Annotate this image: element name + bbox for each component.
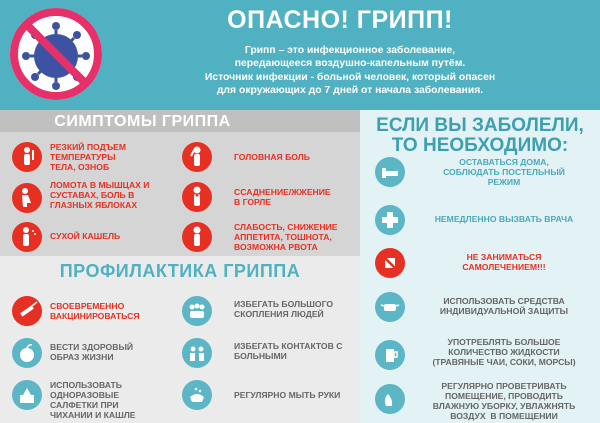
intro-line: Грипп – это инфекционное заболевание, — [244, 45, 456, 56]
symptom-weakness-text: СЛАБОСТЬ, СНИЖЕНИЕ АППЕТИТА, ТОШНОТА, ВОЗМОЖНА РВОТА — [234, 222, 338, 252]
weakness-icon — [182, 222, 212, 252]
if-sick-protection-text: ИСПОЛЬЗОВАТЬ СРЕДСТВА ИНДИВИДУАЛЬНОЙ ЗАЩИТЫ — [439, 296, 569, 316]
hand-wash-icon — [182, 380, 212, 410]
prevention-vaccinate-text: СВОЕВРЕМЕННО ВАКЦИНИРОВАТЬСЯ — [50, 301, 140, 321]
symptom-body-ache-text: ЛОМОТА В МЫШЦАХ И СУСТАВАХ, БОЛЬ В ГЛАЗНЫХ ЯБЛОКАХ — [50, 180, 150, 210]
if-sick-title — [360, 116, 600, 156]
syringe-icon — [12, 296, 42, 326]
prevention-healthy-text: ВЕСТИ ЗДОРОВЫЙ ОБРАЗ ЖИЗНИ — [50, 342, 134, 362]
headache-icon — [182, 142, 212, 172]
intro-line: Источник инфекции - больной человек, который опасен — [204, 71, 496, 83]
page-title: ОПАСНО! ГРИПП! — [227, 6, 453, 34]
fever-icon — [12, 142, 42, 172]
ventilate-icon — [375, 384, 405, 414]
prevention-handwash-text: РЕГУЛЯРНО МЫТЬ РУКИ — [234, 390, 341, 400]
symptom-headache-text: ГОЛОВНАЯ БОЛЬ — [234, 152, 310, 162]
tissues-icon — [12, 380, 42, 410]
drink-icon — [375, 340, 405, 370]
prevention-contact-text: ИЗБЕГАТЬ КОНТАКТОВ С БОЛЬНЫМИ — [234, 341, 343, 361]
if-sick-call-doctor-text: НЕМЕДЛЕННО ВЫЗВАТЬ ВРАЧА — [434, 214, 574, 224]
medical-cross-icon — [375, 205, 405, 235]
if-sick-stay-home-text: ОСТАВАТЬСЯ ДОМА, СОБЛЮДАТЬ ПОСТЕЛЬНЫЙ РЕЖИМ — [443, 157, 565, 187]
if-sick-no-self-medication-text: НЕ ЗАНИМАТЬСЯ САМОЛЕЧЕНИЕМ!!! — [462, 252, 546, 272]
symptoms-title: СИМПТОМЫ ГРИППА — [54, 113, 231, 130]
apple-icon — [12, 338, 42, 368]
intro-line: передающееся воздушно-капельным путём. — [234, 58, 466, 70]
symptom-cough-text: СУХОЙ КАШЕЛЬ — [50, 231, 121, 241]
intro-text — [150, 44, 550, 97]
symptom-sore-throat-text: ССАДНЕНИЕ/ЖЖЕНИЕ В ГОРЛЕ — [234, 187, 331, 207]
if-sick-title-line: ЕСЛИ ВЫ ЗАБОЛЕЛИ, — [376, 115, 584, 136]
if-sick-ventilate-text: РЕГУЛЯРНО ПРОВЕТРИВАТЬ ПОМЕЩЕНИЕ, ПРОВОДИТЬ ВЛАЖНУЮ УБОРКУ, УВЛАЖНЯТЬ ВОЗДУХ В ПОМЕЩЕНИИ — [432, 381, 576, 421]
cough-icon — [12, 222, 42, 252]
symptom-fever-text: РЕЗКИЙ ПОДЪЕМ ТЕМПЕРАТУРЫ ТЕЛА, ОЗНОБ — [50, 142, 127, 172]
prevention-tissues-text: ИСПОЛЬЗОВАТЬ ОДНОРАЗОВЫЕ САЛФЕТКИ ПРИ ЧИХАНИИ И КАШЛЕ — [50, 380, 136, 420]
intro-line: для окружающих до 7 дней от начала заболевания. — [216, 84, 484, 96]
prevention-crowd-text: ИЗБЕГАТЬ БОЛЬШОГО СКОПЛЕНИЯ ЛЮДЕЙ — [234, 299, 334, 319]
no-self-medication-icon — [375, 248, 405, 278]
avoid-contact-icon — [182, 338, 212, 368]
sore-throat-icon — [182, 182, 212, 212]
virus-prohibited-icon — [6, 4, 106, 104]
mask-icon — [375, 292, 405, 322]
if-sick-fluids-text: УПОТРЕБЛЯТЬ БОЛЬШОЕ КОЛИЧЕСТВО ЖИДКОСТИ (ТРАВЯНЫЕ ЧАИ, СОКИ, МОРСЫ) — [432, 337, 576, 367]
if-sick-title-line: ТО НЕОБХОДИМО: — [391, 135, 569, 156]
crowd-icon — [182, 296, 212, 326]
body-ache-icon — [12, 183, 42, 213]
prevention-title: ПРОФИЛАКТИКА ГРИППА — [59, 261, 301, 281]
bed-icon — [375, 157, 405, 187]
